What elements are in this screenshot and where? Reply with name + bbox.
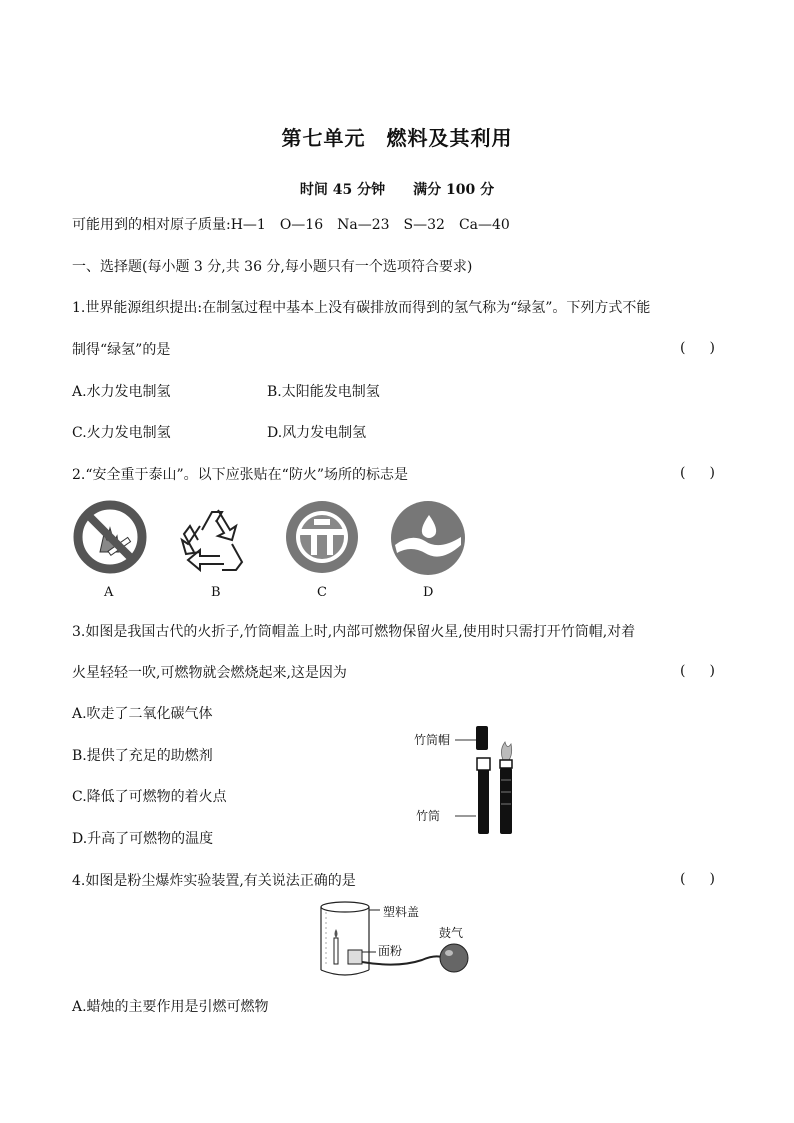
fig-label-bamboo-cap: 竹筒帽 xyxy=(414,733,451,747)
q1-option-a: A.水力发电制氢 xyxy=(72,384,171,400)
q1-option-b: B.太阳能发电制氢 xyxy=(267,384,380,400)
q1-option-c: C.火力发电制氢 xyxy=(72,425,171,441)
q3-stem-line1: 3.如图是我国古代的火折子,竹筒帽盖上时,内部可燃物保留火星,使用时只需打开竹筒帽,对着 xyxy=(72,624,636,640)
q3-option-a: A.吹走了二氧化碳气体 xyxy=(72,706,213,722)
fig-label-air-blow: 鼓气 xyxy=(439,926,464,940)
q1-answer-bracket: ( ) xyxy=(680,340,715,356)
q2-stem: 2.“安全重于泰山”。以下应张贴在“防火”场所的标志是 xyxy=(72,467,408,483)
no-smoking-sign-icon xyxy=(73,500,147,574)
fig-label-flour: 面粉 xyxy=(378,944,403,958)
q1-stem-line1: 1.世界能源组织提出:在制氢过程中基本上没有碳排放而得到的氢气称为“绿氢”。下列方式不能 xyxy=(72,300,651,316)
q2-answer-bracket: ( ) xyxy=(680,465,715,481)
fire-stick-figure xyxy=(455,722,525,838)
q2-caption-a: A xyxy=(104,585,114,600)
fig-label-bamboo-tube: 竹筒 xyxy=(416,809,441,823)
q2-caption-b: B xyxy=(211,585,221,600)
q2-caption-c: C xyxy=(317,585,327,600)
atomic-masses: 可能用到的相对原子质量:H—1 O—16 Na—23 S—32 Ca—40 xyxy=(72,217,510,233)
q2-caption-d: D xyxy=(423,585,434,600)
section-heading-choice: 一、选择题(每小题 3 分,共 36 分,每小题只有一个选项符合要求) xyxy=(72,259,473,275)
energy-saving-sign-icon xyxy=(284,499,360,575)
fig-label-plastic-lid: 塑料盖 xyxy=(383,905,420,919)
q1-stem-line2: 制得“绿氢”的是 xyxy=(72,342,171,358)
q4-stem: 4.如图是粉尘爆炸实验装置,有关说法正确的是 xyxy=(72,873,356,889)
exam-time-score: 时间 45 分钟 满分 100 分 xyxy=(299,182,495,198)
q3-answer-bracket: ( ) xyxy=(680,663,715,679)
page-title: 第七单元 燃料及其利用 xyxy=(281,126,513,150)
q3-stem-line2: 火星轻轻一吹,可燃物就会燃烧起来,这是因为 xyxy=(72,665,347,681)
q4-option-a: A.蜡烛的主要作用是引燃可燃物 xyxy=(72,999,269,1015)
q1-option-d: D.风力发电制氢 xyxy=(267,425,367,441)
recycle-icon xyxy=(178,500,254,576)
q3-option-b: B.提供了充足的助燃剂 xyxy=(72,748,213,764)
water-saving-sign-icon xyxy=(389,499,467,577)
q3-option-d: D.升高了可燃物的温度 xyxy=(72,831,214,847)
q4-answer-bracket: ( ) xyxy=(680,871,715,887)
q3-option-c: C.降低了可燃物的着火点 xyxy=(72,789,227,805)
